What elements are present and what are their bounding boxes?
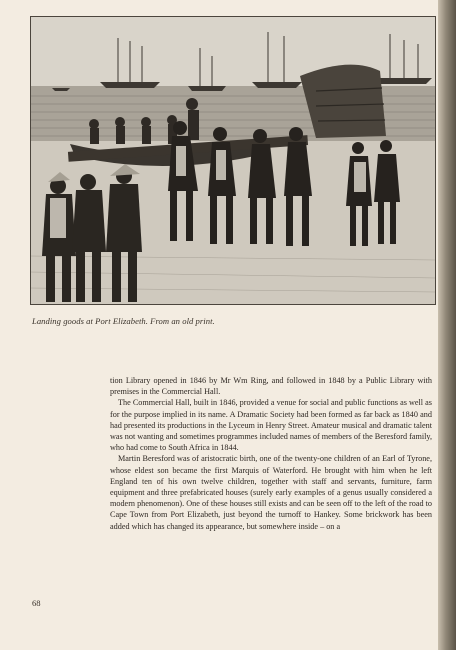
paragraph: Martin Beresford was of aristocratic birth, one of the twenty-one children of an Earl of Tyrone, whose eldest son became the first Marquis of Waterford. He brought with him when he left England ten of his own twelve children, together with staff and servants, furniture, farm equipment and three prefabricated houses (surely early examples of a genus usually considered a modern phenomenon). One of these houses still exists and can be seen off to the left of the road to Cape Town from Port Elizabeth, just beyond the turnoff to Hankey. Some brickwork has been added which has changed its appearance, but somewhere inside – on a (110, 454, 432, 531)
body-text (110, 375, 432, 532)
engraving-image (30, 16, 436, 305)
page-number: 68 (32, 598, 41, 608)
paragraph: tion Library opened in 1846 by Mr Wm Ring, and followed in 1848 by a Public Library with premises in the Commercial Hall. (110, 376, 432, 397)
paragraph: The Commercial Hall, built in 1846, provided a venue for social and public functions as well as for the purpose implied in its name. A Dramatic Society had been formed as far back as 1840 and had presented its productions in the Lyceum in Henry Street. Amateur musical and dramatic talent was not wanting and sometimes programmes included names of members of the Beresford family, who had come to South Africa in 1844. (110, 398, 432, 453)
book-spine-shadow (438, 0, 456, 650)
figure-caption: Landing goods at Port Elizabeth. From an old print. (32, 316, 215, 326)
engraving-illustration (30, 16, 436, 305)
